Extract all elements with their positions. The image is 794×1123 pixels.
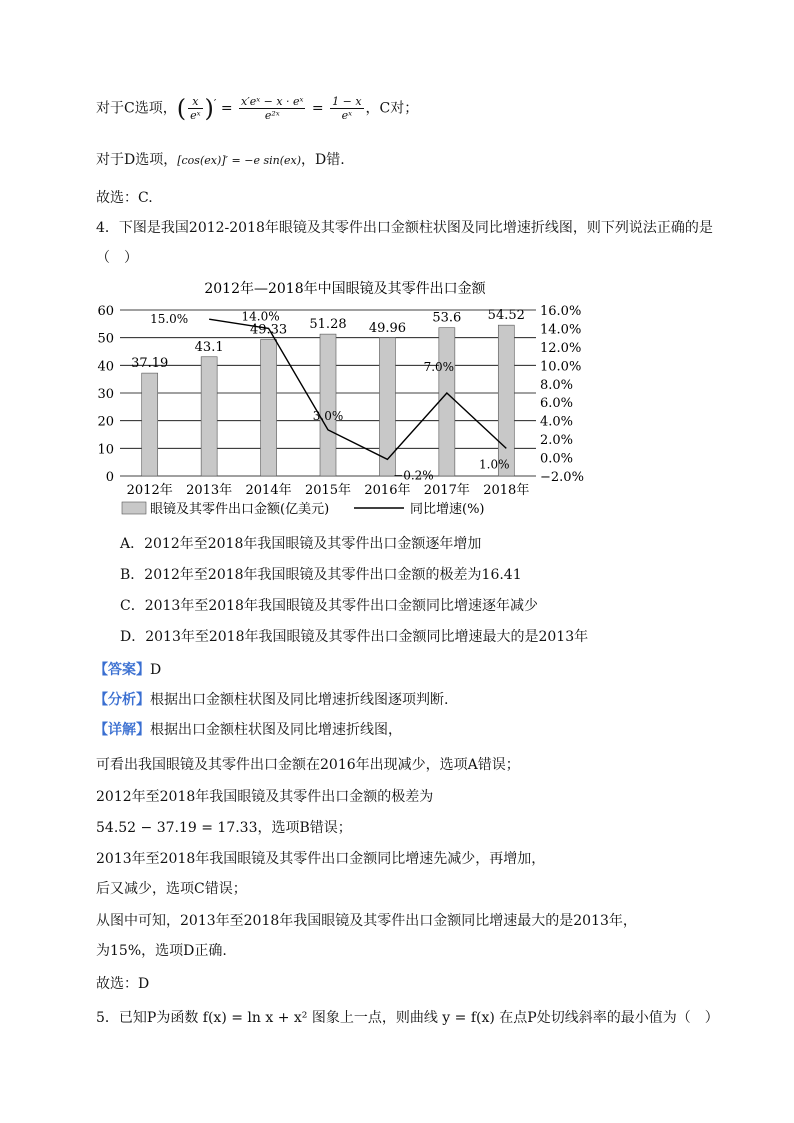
bar-value-label: 49.96: [368, 320, 407, 336]
legend-line-label: 同比增速(%): [410, 502, 485, 517]
line-value-label: 15.0%: [150, 312, 189, 327]
bar-value-label: 37.19: [131, 356, 169, 372]
right-tick-label: 8.0%: [540, 377, 574, 393]
detail-line: [94, 720, 402, 740]
bar: [320, 334, 336, 476]
category-label: 2017年: [423, 483, 470, 498]
bar: [498, 325, 514, 476]
d-option-line: [96, 150, 345, 171]
legend-bar-label: 眼镜及其零件出口金额(亿美元): [150, 502, 330, 517]
d-option-prefix: 对于D选项，: [96, 152, 178, 168]
answer-value: D: [150, 662, 162, 678]
left-tick-label: 20: [97, 414, 114, 430]
option-c: C．2013年至2018年我国眼镜及其零件出口金额同比增速逐年减少: [120, 598, 538, 614]
right-tick-label: 0.0%: [540, 451, 574, 467]
choose-c: 故选：C.: [96, 190, 153, 206]
analysis-line: [94, 690, 448, 710]
line-value-label: 3.0%: [312, 408, 344, 423]
right-tick-label: 16.0%: [540, 304, 582, 319]
right-tick-label: 4.0%: [540, 414, 574, 430]
line-value-label: −0.2%: [393, 468, 434, 483]
category-label: 2013年: [186, 483, 233, 498]
c-option-suffix: ，C对；: [365, 100, 419, 117]
d-option-expr: [cos(ex)]′ = −e sin(ex): [177, 154, 302, 167]
choose-d: 故选：D: [96, 976, 150, 992]
category-label: 2018年: [483, 483, 530, 498]
detail-line-7: 为15%，选项D正确.: [96, 943, 227, 959]
right-tick-label: 14.0%: [540, 322, 582, 338]
fraction-x-over-ex: $\frac{x}{\text{eˣ}}$: [190, 95, 201, 123]
right-tick-label: 6.0%: [540, 396, 574, 412]
detail-line-1: 可看出我国眼镜及其零件出口金额在2016年出现减少，选项A错误；: [96, 757, 520, 773]
bar: [261, 340, 277, 476]
right-tick-label: 12.0%: [540, 340, 582, 356]
analysis-text: 根据出口金额柱状图及同比增速折线图逐项判断.: [150, 692, 449, 708]
bar: [201, 357, 217, 476]
answer-tag: 【答案】: [94, 662, 150, 678]
line-value-label: 1.0%: [479, 457, 510, 472]
right-tick-label: −2.0%: [540, 470, 584, 485]
detail-line-3: 54.52 − 37.19 = 17.33，选项B错误；: [96, 820, 352, 836]
question-4-stem: 4．下图是我国2012-2018年眼镜及其零件出口金额柱状图及同比增速折线图，则下列说法正确的是: [96, 220, 713, 236]
left-tick-label: 30: [97, 387, 114, 402]
export-chart: [90, 274, 610, 524]
chart-title: 2012年—2018年中国眼镜及其零件出口金额: [204, 281, 486, 297]
analysis-tag: 【分析】: [94, 692, 150, 708]
bar-value-label: 43.1: [194, 339, 224, 355]
line-value-label: 14.0%: [241, 309, 280, 324]
category-label: 2016年: [364, 483, 411, 498]
bar: [379, 338, 395, 476]
category-label: 2012年: [126, 483, 173, 498]
question-4-paren: （ ）: [96, 250, 138, 266]
left-tick-label: 50: [97, 331, 114, 347]
detail-line-6: 从图中可知，2013年至2018年我国眼镜及其零件出口金额同比增速最大的是2013年，: [96, 913, 637, 929]
fraction-derivative: $\frac{\text{x′eˣ − x · eˣ}}{\text{e²ˣ}}$: [241, 95, 304, 123]
bar-value-label: 49.33: [249, 322, 288, 338]
left-tick-label: 40: [97, 359, 114, 375]
detail-tag: 【详解】: [94, 722, 150, 738]
left-tick-label: 60: [97, 304, 114, 319]
bar: [142, 373, 158, 476]
left-tick-label: 0: [105, 470, 114, 485]
bar: [439, 328, 455, 476]
right-tick-label: 10.0%: [540, 359, 582, 375]
detail-line-5: 后又减少，选项C错误；: [96, 881, 247, 897]
c-option-prefix: 对于C选项，: [96, 100, 177, 117]
detail-line-2: 2012年至2018年我国眼镜及其零件出口金额的极差为: [96, 789, 434, 805]
detail-line-4: 2013年至2018年我国眼镜及其零件出口金额同比增速先减少，再增加，: [96, 851, 546, 867]
category-label: 2014年: [245, 483, 292, 498]
option-b: B．2012年至2018年我国眼镜及其零件出口金额的极差为16.41: [120, 567, 522, 583]
right-tick-label: 2.0%: [540, 433, 574, 449]
detail-text: 根据出口金额柱状图及同比增速折线图，: [150, 722, 402, 738]
option-a: A．2012年至2018年我国眼镜及其零件出口金额逐年增加: [120, 536, 482, 552]
growth-line: [209, 319, 506, 459]
option-d: D．2013年至2018年我国眼镜及其零件出口金额同比增速最大的是2013年: [120, 629, 589, 645]
c-option-line: 对于C选项，( $\frac{x}{\text{eˣ}}$ )′ = $\frac{\text{x′eˣ − x · eˣ}}{\text{e²ˣ}}$ = $\frac{1 - x}{\text{eˣ}}$ ，C对；: [96, 94, 419, 123]
bar-value-label: 54.52: [487, 308, 525, 324]
question-5: 5．已知P为函数 f(x) = ln x + x² 图象上一点，则曲线 y = f(x) 在点P处切线斜率的最小值为（ ）: [96, 1010, 719, 1026]
bar-value-label: 51.28: [309, 317, 347, 333]
line-value-label: 7.0%: [423, 360, 455, 374]
left-tick-label: 10: [97, 442, 114, 458]
d-option-suffix: ，D错.: [301, 152, 345, 168]
bar-value-label: 53.6: [432, 310, 462, 326]
answer-line: [94, 660, 161, 680]
legend-bar-swatch: [122, 502, 146, 514]
category-label: 2015年: [304, 483, 352, 498]
fraction-result: $\frac{1 - x}{\text{eˣ}}$: [332, 95, 362, 123]
